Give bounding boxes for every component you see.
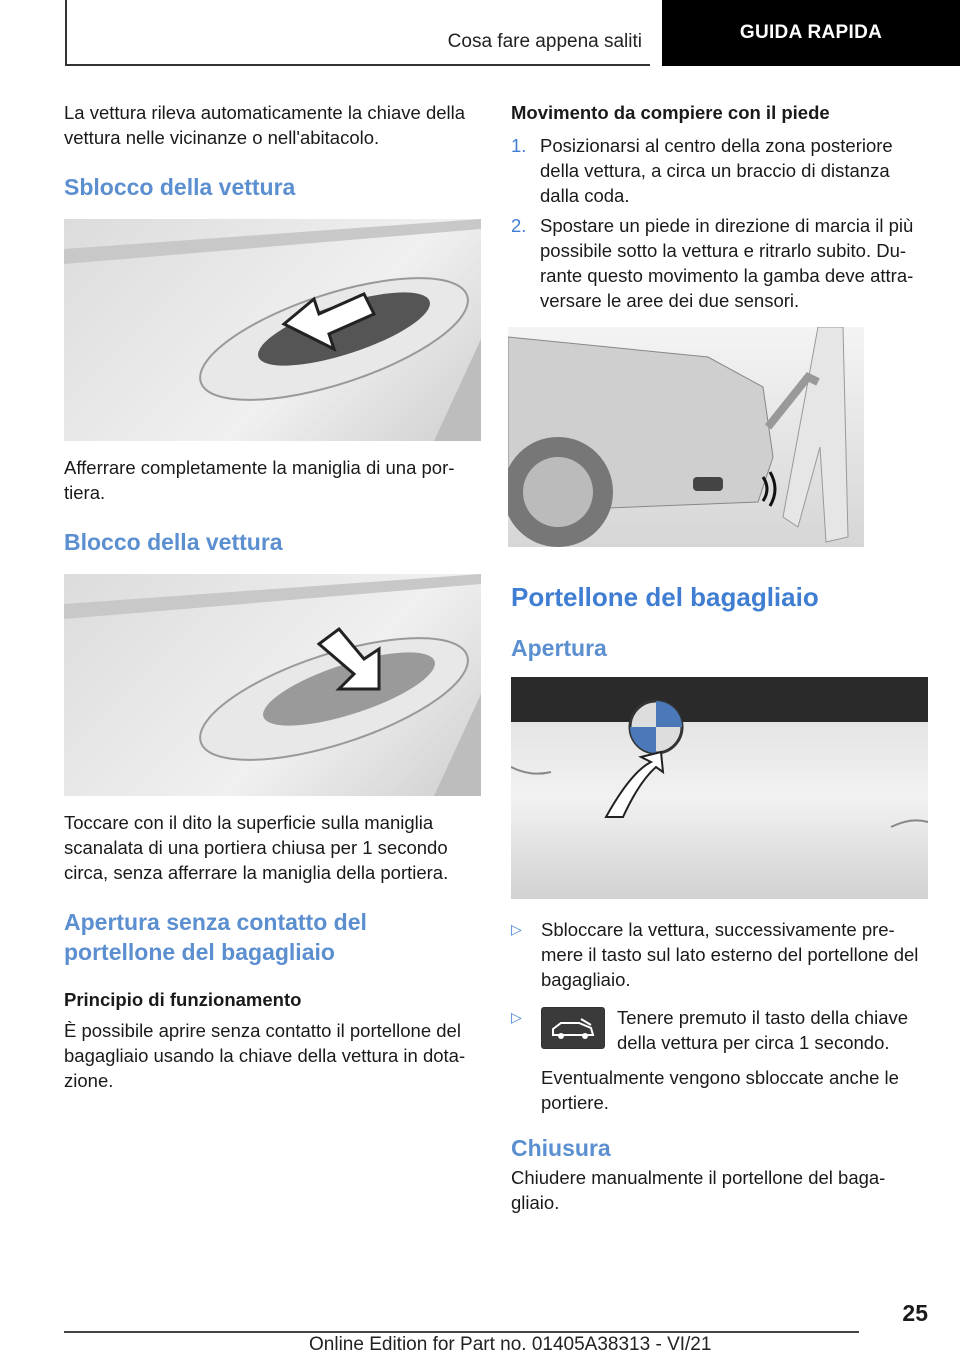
step-item bbox=[511, 213, 929, 313]
opening-note: Eventualmente vengono sbloccate anche le portiere. bbox=[541, 1067, 899, 1113]
door-handle-unlock-illustration bbox=[64, 219, 481, 441]
page-number: 25 bbox=[902, 1300, 928, 1326]
closing-text: Chiudere manualmente il portellone del baga-gliaio. bbox=[511, 1167, 886, 1213]
header-chapter-tab[interactable] bbox=[662, 0, 960, 66]
contactless-heading: Apertura senza contatto del portellone del bagagliaio bbox=[64, 909, 367, 965]
key-instruction bbox=[541, 1005, 929, 1055]
door-handle-lock-illustration bbox=[64, 574, 481, 796]
header-section-title: Cosa fare appena saliti bbox=[447, 31, 642, 52]
left-column bbox=[64, 100, 481, 1093]
header-rule-horizontal bbox=[65, 64, 650, 66]
principle-text: È possibile aprire senza contatto il portellone del bagagliaio usando la chiave della vettura in dota-zione. bbox=[64, 1020, 466, 1091]
footer-edition: Online Edition for Part no. 01405A38313 - VI/21 bbox=[309, 1334, 712, 1355]
movement-heading: Movimento da compiere con il piede bbox=[511, 102, 830, 123]
car-tailgate-glyph bbox=[549, 1015, 597, 1041]
foot-gesture-illustration bbox=[508, 327, 864, 547]
header-rule-vertical bbox=[65, 0, 67, 66]
opening-step-item bbox=[511, 917, 929, 992]
door-handle-unlock-image bbox=[64, 219, 481, 441]
step-number: 1. bbox=[511, 135, 527, 156]
tailgate-heading: Portellone del bagagliaio bbox=[511, 582, 819, 612]
door-handle-lock-image bbox=[64, 574, 481, 796]
footer-rule bbox=[64, 1331, 859, 1333]
closing-heading: Chiusura bbox=[511, 1135, 611, 1161]
key-instruction-text: Tenere premuto il tasto della chiave della vettura per circa 1 secondo. bbox=[617, 1007, 909, 1053]
intro-text: La vettura rileva automaticamente la chiave della vettura nelle vicinanze o nell'abitacolo. bbox=[64, 102, 466, 148]
unlock-text: Afferrare completamente la maniglia di una por-tiera. bbox=[64, 457, 455, 503]
right-column bbox=[511, 100, 929, 1215]
step-text: Posizionarsi al centro della zona posteriore della vettura, a circa un braccio di distanza dalla coda. bbox=[540, 135, 893, 206]
triangle-right-icon: ▷ bbox=[511, 921, 522, 937]
principle-heading: Principio di funzionamento bbox=[64, 989, 302, 1010]
step-number: 2. bbox=[511, 215, 527, 236]
step-item bbox=[511, 133, 929, 208]
triangle-right-icon: ▷ bbox=[511, 1009, 522, 1025]
unlock-heading: Sblocco della vettura bbox=[64, 174, 296, 200]
foot-gesture-image bbox=[508, 327, 864, 547]
opening-step-text: Sbloccare la vettura, successivamente pre-mere il tasto sul lato esterno del portellone del bagagliaio. bbox=[541, 919, 919, 990]
opening-step-item bbox=[511, 1005, 929, 1055]
step-text: Spostare un piede in direzione di marcia il più possibile sotto la vettura e ritrarlo subito. Du-rante questo movimento la gamba deve attra-versare le aree dei due sensori. bbox=[540, 215, 914, 311]
tailgate-button-illustration bbox=[511, 677, 928, 899]
lock-text: Toccare con il dito la superficie sulla maniglia scanalata di una portiera chiusa per 1 secondo circa, senza afferrare la maniglia della portiera. bbox=[64, 812, 449, 883]
lock-heading: Blocco della vettura bbox=[64, 529, 283, 555]
header-chapter-label: GUIDA RAPIDA bbox=[739, 22, 883, 43]
opening-heading: Apertura bbox=[511, 635, 607, 661]
car-tailgate-key-icon bbox=[541, 1007, 605, 1049]
tailgate-button-image bbox=[511, 677, 928, 899]
